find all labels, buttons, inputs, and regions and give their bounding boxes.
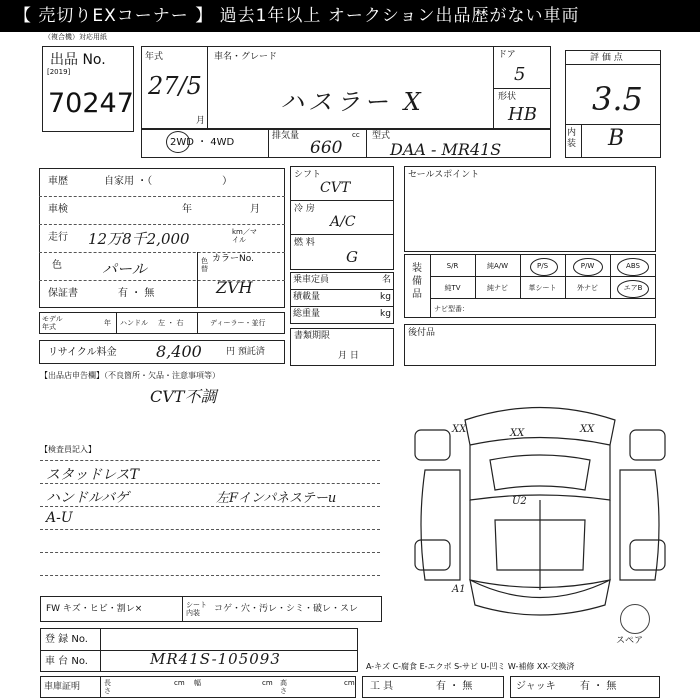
recycle-unit: 円 預託済 [226,347,265,357]
inspector-line-3: A-U [46,510,73,526]
load-label: 積載量 [293,292,321,302]
fw-row: FW キズ・ヒビ・割レ× [46,604,143,614]
inspector-label: 【検査員記入】 [40,445,96,454]
spare-label: スペア [616,636,644,646]
shape-value: HB [508,104,537,125]
interior-label: 内装 [567,128,577,149]
circle-ps [530,258,558,276]
cert-length-label: 長さ [104,679,111,695]
tools-label: 工 具 [370,681,394,692]
aftermarket-box [404,324,656,366]
equip-pw: P/W [580,262,595,270]
equip-ps: P/S [536,262,549,270]
load-kg-unit: kg [380,292,391,302]
navi-label: ナビ型番： [434,305,469,313]
capacity-unit: 名 [382,275,392,285]
interior-value: B [608,126,625,151]
door-value: 5 [514,64,526,85]
color-change-label: 色替 [201,257,208,273]
color-no-label: カラーNo. [212,254,254,264]
fuel-value: G [346,248,358,266]
mark-rear: A1 [452,584,466,595]
shamei-value: ハスラー X [280,88,425,116]
drive-label: 2WD ・ 4WD [170,137,235,148]
damage-legend: A-キズ C-腐食 E-エクボ S-サビ U-凹ミ W-補修 XX-交換済 [366,662,575,671]
cert-height-label: 高さ [280,679,287,695]
docs-unit: 月 日 [338,351,359,361]
circle-airbag [617,280,649,298]
color-value: パール [102,260,147,278]
drive-circle [166,131,190,153]
recycle-value: 8,400 [156,342,202,361]
cert-width-label: 幅 [194,679,201,687]
circle-pw [573,258,603,276]
handle-label: ハンドル [120,319,148,327]
equip-leather: 革シート [528,284,557,292]
ac-value: A/C [330,214,356,230]
equip-aw: 純A/W [486,262,509,270]
shift-label: シフト [294,170,322,180]
capacity-label: 乗車定員 [293,275,330,285]
shamei-label: 車名・グレード [214,52,278,62]
warranty-label: 保証書 [48,288,78,299]
cert-length-unit: cm [174,679,185,687]
chassis-value: MR41S-105093 [150,650,281,668]
jack-label: ジャッキ [516,681,556,692]
cc-unit: cc [352,131,360,139]
circle-abs [617,258,649,276]
paper-note: （複合機）対応用紙 [44,33,107,41]
color-label: 色 [52,260,62,271]
recycle-label: リサイクル料金 [48,347,117,358]
lot-label: 出品 No. [50,52,106,68]
inspection-month-unit: 月 [250,204,260,215]
chassis-label: 車 台 No. [45,656,88,667]
inspector-line-1: スタッドレスT [46,467,139,483]
seller-notes-label: 【出品店申告欄】（不良箇所・欠品・注意事項等） [40,371,220,380]
docs-label: 書類期限 [294,331,331,341]
equip-ext-navi: 外ナビ [577,284,598,292]
warranty-options: 有 ・ 無 [118,288,155,299]
displacement-label: 排気量 [272,131,300,141]
mark-front-left: XX [452,424,467,435]
car-diagram [405,390,675,630]
seat-row: コゲ・穴・汚レ・シミ・破レ・スレ [214,604,359,614]
score-label: 評 価 点 [590,53,623,63]
seller-notes-value: CVT不調 [150,387,217,406]
gross-label: 総重量 [293,309,321,319]
lot-number: 70247 [48,88,134,119]
month-suffix: 月 [196,116,206,126]
mileage-label: 走行 [48,232,68,243]
jack-options: 有 ・ 無 [580,681,617,692]
inspector-right-note: 左Fインパネステーu [216,491,337,506]
inspection-label: 車検 [48,204,68,215]
cert-width-unit: cm [262,679,273,687]
equip-navi: 純ナビ [487,284,508,292]
ac-label: 冷 房 [294,204,315,214]
model-label: 型式 [372,131,391,141]
gross-kg-unit: kg [380,309,391,319]
displacement-value: 660 [310,138,343,158]
model-year-unit: 年 [104,319,111,327]
cert-height-unit: cm [344,679,355,687]
equip-airbag: エアB [623,284,643,292]
history-label: 車歴 [48,176,68,187]
equip-tv: 純TV [444,284,461,292]
handle-options: 左 ・ 右 [158,319,184,327]
door-label: ドア [498,50,516,60]
history-options: 自家用 ・（ ） [104,176,233,187]
shift-value: CVT [320,180,351,196]
seat-label: シート 内装 [186,601,207,617]
model-year-label: モデル 年式 [42,315,63,331]
mark-front-right: XX [580,424,595,435]
score-value: 3.5 [592,80,643,118]
spare-tire-icon [620,604,650,634]
model-value: DAA - MR41S [390,140,502,159]
nenshiki-value: 27/5 [148,72,202,100]
dealer-label: ディーラー・並行 [210,319,266,327]
aftermarket-label: 後付品 [408,328,436,338]
reg-label: 登 録 No. [45,634,88,645]
cert-label: 車庫証明 [44,682,81,692]
mark-roof: U2 [512,496,527,507]
inspection-year-unit: 年 [182,204,192,215]
mark-hood: XX [510,428,525,439]
mileage-value: 12万8千2,000 [88,230,190,248]
color-no-value: ZVH [216,278,253,297]
tools-options: 有 ・ 無 [436,681,473,692]
sales-point-label: セールスポイント [408,170,480,180]
equip-sr: S/R [446,262,459,270]
fuel-label: 燃 料 [294,238,315,248]
year-badge: [2019] [47,68,71,76]
page-title: 【 売切りEXコーナー 】 過去1年以上 オークション出品歴がない車両 [0,0,700,32]
mileage-units: km／マイル [232,228,257,244]
inspector-line-2: ハンドルバゲ [46,490,130,506]
nenshiki-label: 年式 [145,52,164,62]
equipment-label: 装備品 [412,263,422,300]
shape-label: 形状 [498,92,517,102]
equip-abs: ABS [626,262,640,270]
